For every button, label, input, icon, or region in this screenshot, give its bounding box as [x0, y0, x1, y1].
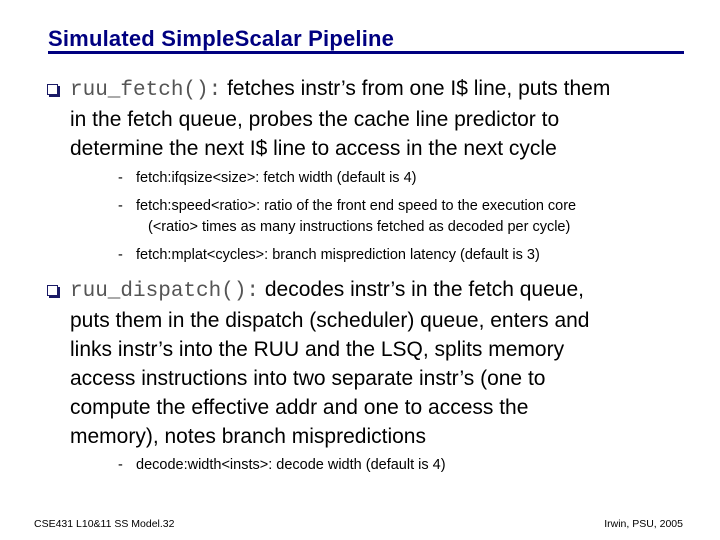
- footer-left: CSE431 L10&11 SS Model.32: [34, 518, 175, 530]
- bullet-2-line-4: access instructions into two separate instr’s (one to: [70, 367, 546, 390]
- bullet-2: [70, 275, 589, 451]
- sub-item-line: fetch:speed<ratio>: ratio of the front end speed to the execution core: [136, 198, 577, 214]
- sub-item-fetch-mplat: [136, 245, 711, 266]
- bullet-1: [70, 74, 610, 163]
- bullet-1-text: fetches instr’s from one I$ line, puts them: [221, 77, 611, 100]
- bullet-1-line-2: in the fetch queue, probes the cache line predictor to: [70, 108, 560, 131]
- title-underline: [48, 51, 684, 54]
- dash-icon: -: [118, 170, 123, 186]
- sub-item-fetch-ifqsize: [136, 168, 711, 189]
- bullet-1-line-1: [70, 74, 610, 105]
- sub-item-fetch-speed: [136, 196, 711, 238]
- dash-icon: -: [118, 198, 123, 214]
- bullet-1-code: ruu_fetch():: [70, 79, 222, 102]
- bullet-2-code: ruu_dispatch():: [70, 280, 260, 303]
- footer-right: Irwin, PSU, 2005: [604, 518, 683, 530]
- bullet-2-line-5: compute the effective addr and one to access the: [70, 396, 529, 419]
- bullet-2-line-3: links instr’s into the RUU and the LSQ, splits memory: [70, 338, 565, 361]
- sub-item-line: fetch:mplat<cycles>: branch misprediction latency (default is 3): [136, 247, 540, 263]
- bullet-square-icon: [47, 84, 58, 95]
- bullet-1-line-3: determine the next I$ line to access in the next cycle: [70, 137, 557, 160]
- dash-icon: -: [118, 247, 123, 263]
- sub-item-line: decode:width<insts>: decode width (default is 4): [136, 457, 446, 473]
- slide-title: Simulated SimpleScalar Pipeline: [48, 26, 395, 51]
- dash-icon: -: [118, 457, 123, 473]
- bullet-2-line-2: puts them in the dispatch (scheduler) queue, enters and: [70, 309, 590, 332]
- sub-item-line: (<ratio> times as many instructions fetched as decoded per cycle): [148, 219, 571, 235]
- bullet-square-icon: [47, 285, 58, 296]
- bullet-2-line-6: memory), notes branch mispredictions: [70, 425, 426, 448]
- sub-item-line: fetch:ifqsize<size>: fetch width (default is 4): [136, 170, 417, 186]
- sub-item-decode-width: [136, 455, 711, 476]
- bullet-2-line-1: [70, 275, 589, 306]
- bullet-2-text: decodes instr’s in the fetch queue,: [259, 278, 584, 301]
